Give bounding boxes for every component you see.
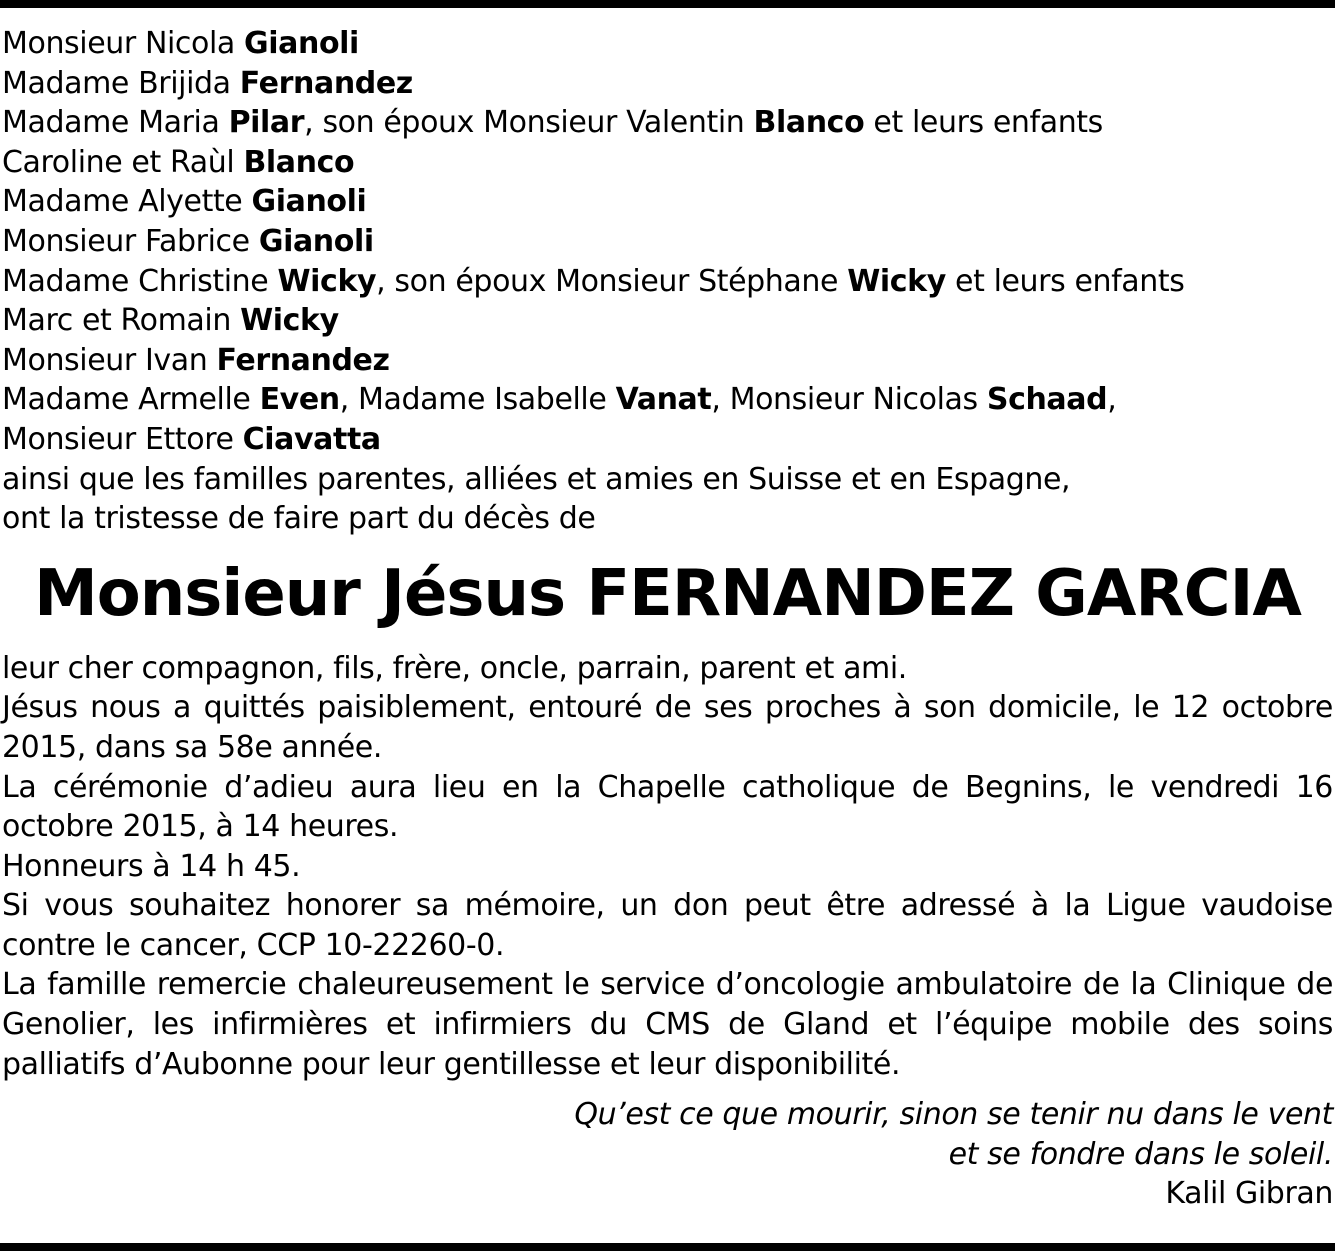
deceased-name: Monsieur Jésus FERNANDEZ GARCIA: [34, 556, 1301, 631]
family-text: ,: [1107, 382, 1117, 418]
family-text: , Madame Isabelle: [339, 382, 616, 418]
family-line: [2, 24, 1333, 64]
family-text: et leurs enfants: [945, 263, 1185, 299]
family-line: [2, 301, 1333, 341]
family-surname: Blanco: [243, 144, 355, 180]
family-line: [2, 222, 1333, 262]
family-surname: Fernandez: [239, 65, 413, 101]
family-line: [2, 499, 1333, 539]
quote-line-2: et se fondre dans le soleil.: [948, 1136, 1333, 1172]
bottom-rule: [0, 1243, 1335, 1251]
family-text: Monsieur Ivan: [2, 342, 217, 378]
family-text: Monsieur Nicola: [2, 26, 245, 61]
notice-paragraph: Si vous souhaitez honorer sa mémoire, un don peut être adressé à la Ligue vaudoise contre le cancer, CCP 10-22260-0.: [2, 888, 1333, 963]
family-surname: Gianoli: [244, 26, 359, 61]
family-line: [2, 460, 1333, 500]
family-line: [2, 182, 1333, 222]
family-text: Madame Brijida: [2, 65, 240, 101]
family-text: ainsi que les familles parentes, alliées et amies en Suisse et en Espagne,: [2, 461, 1071, 497]
top-rule: [0, 0, 1335, 8]
family-text: Madame Armelle: [2, 382, 260, 418]
notice-paragraph: leur cher compagnon, fils, frère, oncle, parrain, parent et ami.: [2, 650, 907, 686]
family-text: Monsieur Ettore: [2, 421, 243, 457]
family-surname: Vanat: [615, 382, 712, 418]
family-surname: Gianoli: [251, 184, 367, 220]
notice-paragraph: La cérémonie d’adieu aura lieu en la Chapelle catholique de Begnins, le vendredi 16 octobre 2015, à 14 heures.: [2, 769, 1333, 845]
notice-paragraph: Jésus nous a quittés paisiblement, entouré de ses proches à son domicile, le 12 octobre 2015, dans sa 58e année.: [2, 690, 1333, 765]
family-text: , son époux Monsieur Valentin: [304, 105, 754, 141]
family-text: , Monsieur Nicolas: [711, 382, 987, 418]
family-surname: Wicky: [240, 303, 339, 339]
family-surname: Ciavatta: [242, 421, 381, 457]
family-text: Madame Maria: [2, 105, 229, 141]
family-line: [2, 64, 1333, 104]
family-line: [2, 380, 1333, 420]
obituary-notice: [2, 24, 1333, 1214]
family-surname: Gianoli: [258, 223, 374, 259]
quote-author: Kalil Gibran: [1165, 1176, 1333, 1212]
family-line: [2, 341, 1333, 381]
family-text: Madame Christine: [2, 263, 278, 299]
family-line: [2, 420, 1333, 460]
notice-body: [2, 649, 1333, 1085]
family-surname: Pilar: [228, 105, 305, 141]
family-surname: Wicky: [847, 263, 946, 299]
family-surname: Wicky: [277, 263, 377, 299]
closing-quote: [2, 1095, 1333, 1214]
notice-paragraph: La famille remercie chaleureusement le service d’oncologie ambulatoire de la Clinique de Genolier, les infirmières et infirmiers du CMS de Gland et l’équipe mobile des soins palliatifs d’Aubonne pour leur gentillesse et leur disponibilité.: [2, 967, 1333, 1082]
family-surname: Schaad: [986, 382, 1108, 418]
quote-line-1: Qu’est ce que mourir, sinon se tenir nu dans le vent: [574, 1097, 1333, 1133]
family-text: Monsieur Fabrice: [2, 223, 259, 259]
family-text: et leurs enfants: [864, 105, 1103, 141]
family-line: [2, 143, 1333, 183]
family-text: Caroline et Raùl: [2, 144, 244, 180]
family-text: Madame Alyette: [2, 184, 252, 220]
notice-paragraph: Honneurs à 14 h 45.: [2, 848, 301, 884]
family-surname: Blanco: [753, 105, 865, 141]
family-text: ont la tristesse de faire part du décès de: [2, 501, 596, 537]
family-list: [2, 24, 1333, 539]
family-line: [2, 103, 1333, 143]
family-text: , son époux Monsieur Stéphane: [376, 263, 848, 299]
family-text: Marc et Romain: [2, 303, 241, 339]
family-line: [2, 262, 1333, 302]
family-surname: Fernandez: [216, 342, 390, 378]
family-surname: Even: [259, 382, 340, 418]
